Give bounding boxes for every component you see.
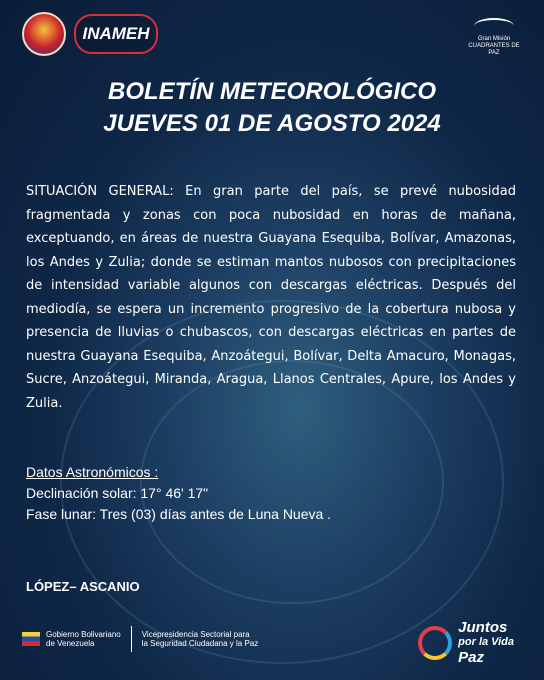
situacion-general (26, 180, 516, 415)
juntos-line-3: Paz (458, 649, 485, 666)
gov-line-1: Gobierno Bolivariano (46, 630, 121, 639)
moon-phase: Fase lunar: Tres (03) días antes de Luna Nueva . (26, 506, 332, 522)
signature: LÓPEZ– ASCANIO (26, 579, 140, 594)
juntos-logo (418, 620, 514, 665)
cuadrantes-de-paz-logo: Gran Misión CUADRANTES DE PAZ (462, 18, 526, 57)
bulletin-title (0, 76, 544, 140)
gov-line-2: de Venezuela (46, 639, 95, 648)
venezuela-seal-icon (22, 12, 66, 56)
header-logos (22, 12, 158, 56)
vice-line-1: Vicepresidencia Sectorial para (141, 630, 250, 639)
astro-heading: Datos Astronómicos : (26, 464, 159, 480)
astronomical-data (26, 462, 331, 525)
situacion-text: En gran parte del país, se prevé nubosidad fragmentada y zonas con poca nubosidad en horas de mañana, exceptuando, en áreas de nuestra Guayana Esequiba, Bolívar, Amazonas, los Andes y Zulia; donde se estiman mantos nubosos con precipitaciones de intensidad variable algunos con descargas eléctricas. Después del mediodía, se espera un incremento progresivo de la cobertura nubosa y presencia de lluvias o chubascos, con descargas eléctricas en partes de nuestra Guayana Esequiba, Anzoátegui, Bolívar, Delta Amacuro, Monagas, Sucre, Anzoátegui, Miranda, Aragua, Llanos Centrales, Apure, los Andes y Zulia. (26, 184, 516, 411)
footer-divider (131, 626, 132, 652)
venezuela-flag-icon (22, 632, 40, 646)
juntos-circle-icon (418, 626, 452, 660)
juntos-line-1: Juntos (458, 619, 508, 636)
solar-declination: Declinación solar: 17° 46' 17" (26, 485, 209, 501)
title-line-1: BOLETÍN METEOROLÓGICO (108, 78, 436, 105)
government-footer (22, 626, 258, 652)
juntos-line-2: por la Vida (458, 636, 514, 648)
vice-line-2: la Seguridad Ciudadana y la Paz (141, 639, 259, 648)
situacion-label: SITUACIÓN GENERAL: (26, 184, 174, 199)
cuadrantes-mark-icon (474, 18, 514, 34)
title-line-2: JUEVES 01 DE AGOSTO 2024 (103, 110, 441, 137)
inameh-logo: INAMEH (74, 14, 158, 54)
